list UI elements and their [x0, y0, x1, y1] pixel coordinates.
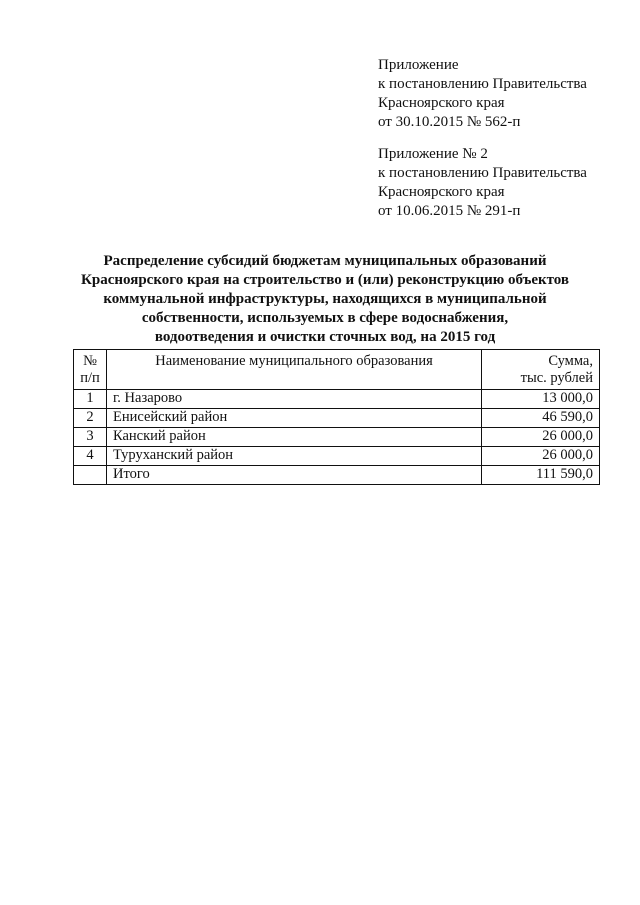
row-sum: 46 590,0	[482, 409, 600, 428]
row-sum: 26 000,0	[482, 447, 600, 466]
annex-line: от 10.06.2015 № 291-п	[378, 203, 521, 219]
total-label: Итого	[107, 466, 482, 485]
table-row	[74, 409, 600, 428]
annex-header-current	[378, 56, 628, 132]
annex-header-original	[378, 145, 628, 221]
annex-line: Приложение	[378, 57, 459, 73]
header-sum-line1: Сумма,	[548, 353, 593, 369]
annex-line: к постановлению Правительства	[378, 165, 587, 181]
annex-line: Красноярского края	[378, 184, 505, 200]
header-number-line1: №	[83, 353, 97, 369]
row-municipality: г. Назарово	[107, 390, 482, 409]
title-line: собственности, используемых в сфере водоснабжения,	[141, 310, 509, 326]
annex-line: к постановлению Правительства	[378, 76, 587, 92]
table-row	[74, 447, 600, 466]
total-number-empty	[74, 466, 107, 485]
row-number: 3	[74, 428, 107, 447]
annex-line: от 30.10.2015 № 562-п	[378, 114, 521, 130]
header-sum-line2: тыс. рублей	[520, 370, 593, 386]
header-number-line2: п/п	[80, 370, 100, 386]
title-line: Красноярского края на строительство и (или) реконструкцию объектов	[80, 272, 570, 288]
table-row	[74, 390, 600, 409]
header-sum	[482, 350, 600, 390]
row-number: 4	[74, 447, 107, 466]
title-line: коммунальной инфраструктуры, находящихся в муниципальной	[103, 291, 547, 307]
header-number	[74, 350, 107, 390]
title-line: Распределение субсидий бюджетам муниципальных образований	[103, 253, 547, 269]
header-municipality-label: Наименование муниципального образования	[155, 353, 433, 369]
table-row	[74, 428, 600, 447]
title-line: водоотведения и очистки сточных вод, на 2015 год	[154, 329, 496, 345]
header-municipality	[107, 350, 482, 390]
total-sum: 111 590,0	[482, 466, 600, 485]
table-total-row	[74, 466, 600, 485]
table-header-row	[74, 350, 600, 390]
row-municipality: Канский район	[107, 428, 482, 447]
subsidies-table	[73, 349, 600, 485]
row-municipality: Туруханский район	[107, 447, 482, 466]
row-number: 1	[74, 390, 107, 409]
row-number: 2	[74, 409, 107, 428]
row-sum: 26 000,0	[482, 428, 600, 447]
annex-line: Приложение № 2	[378, 146, 488, 162]
row-municipality: Енисейский район	[107, 409, 482, 428]
row-sum: 13 000,0	[482, 390, 600, 409]
annex-line: Красноярского края	[378, 95, 505, 111]
document-title	[60, 252, 590, 347]
